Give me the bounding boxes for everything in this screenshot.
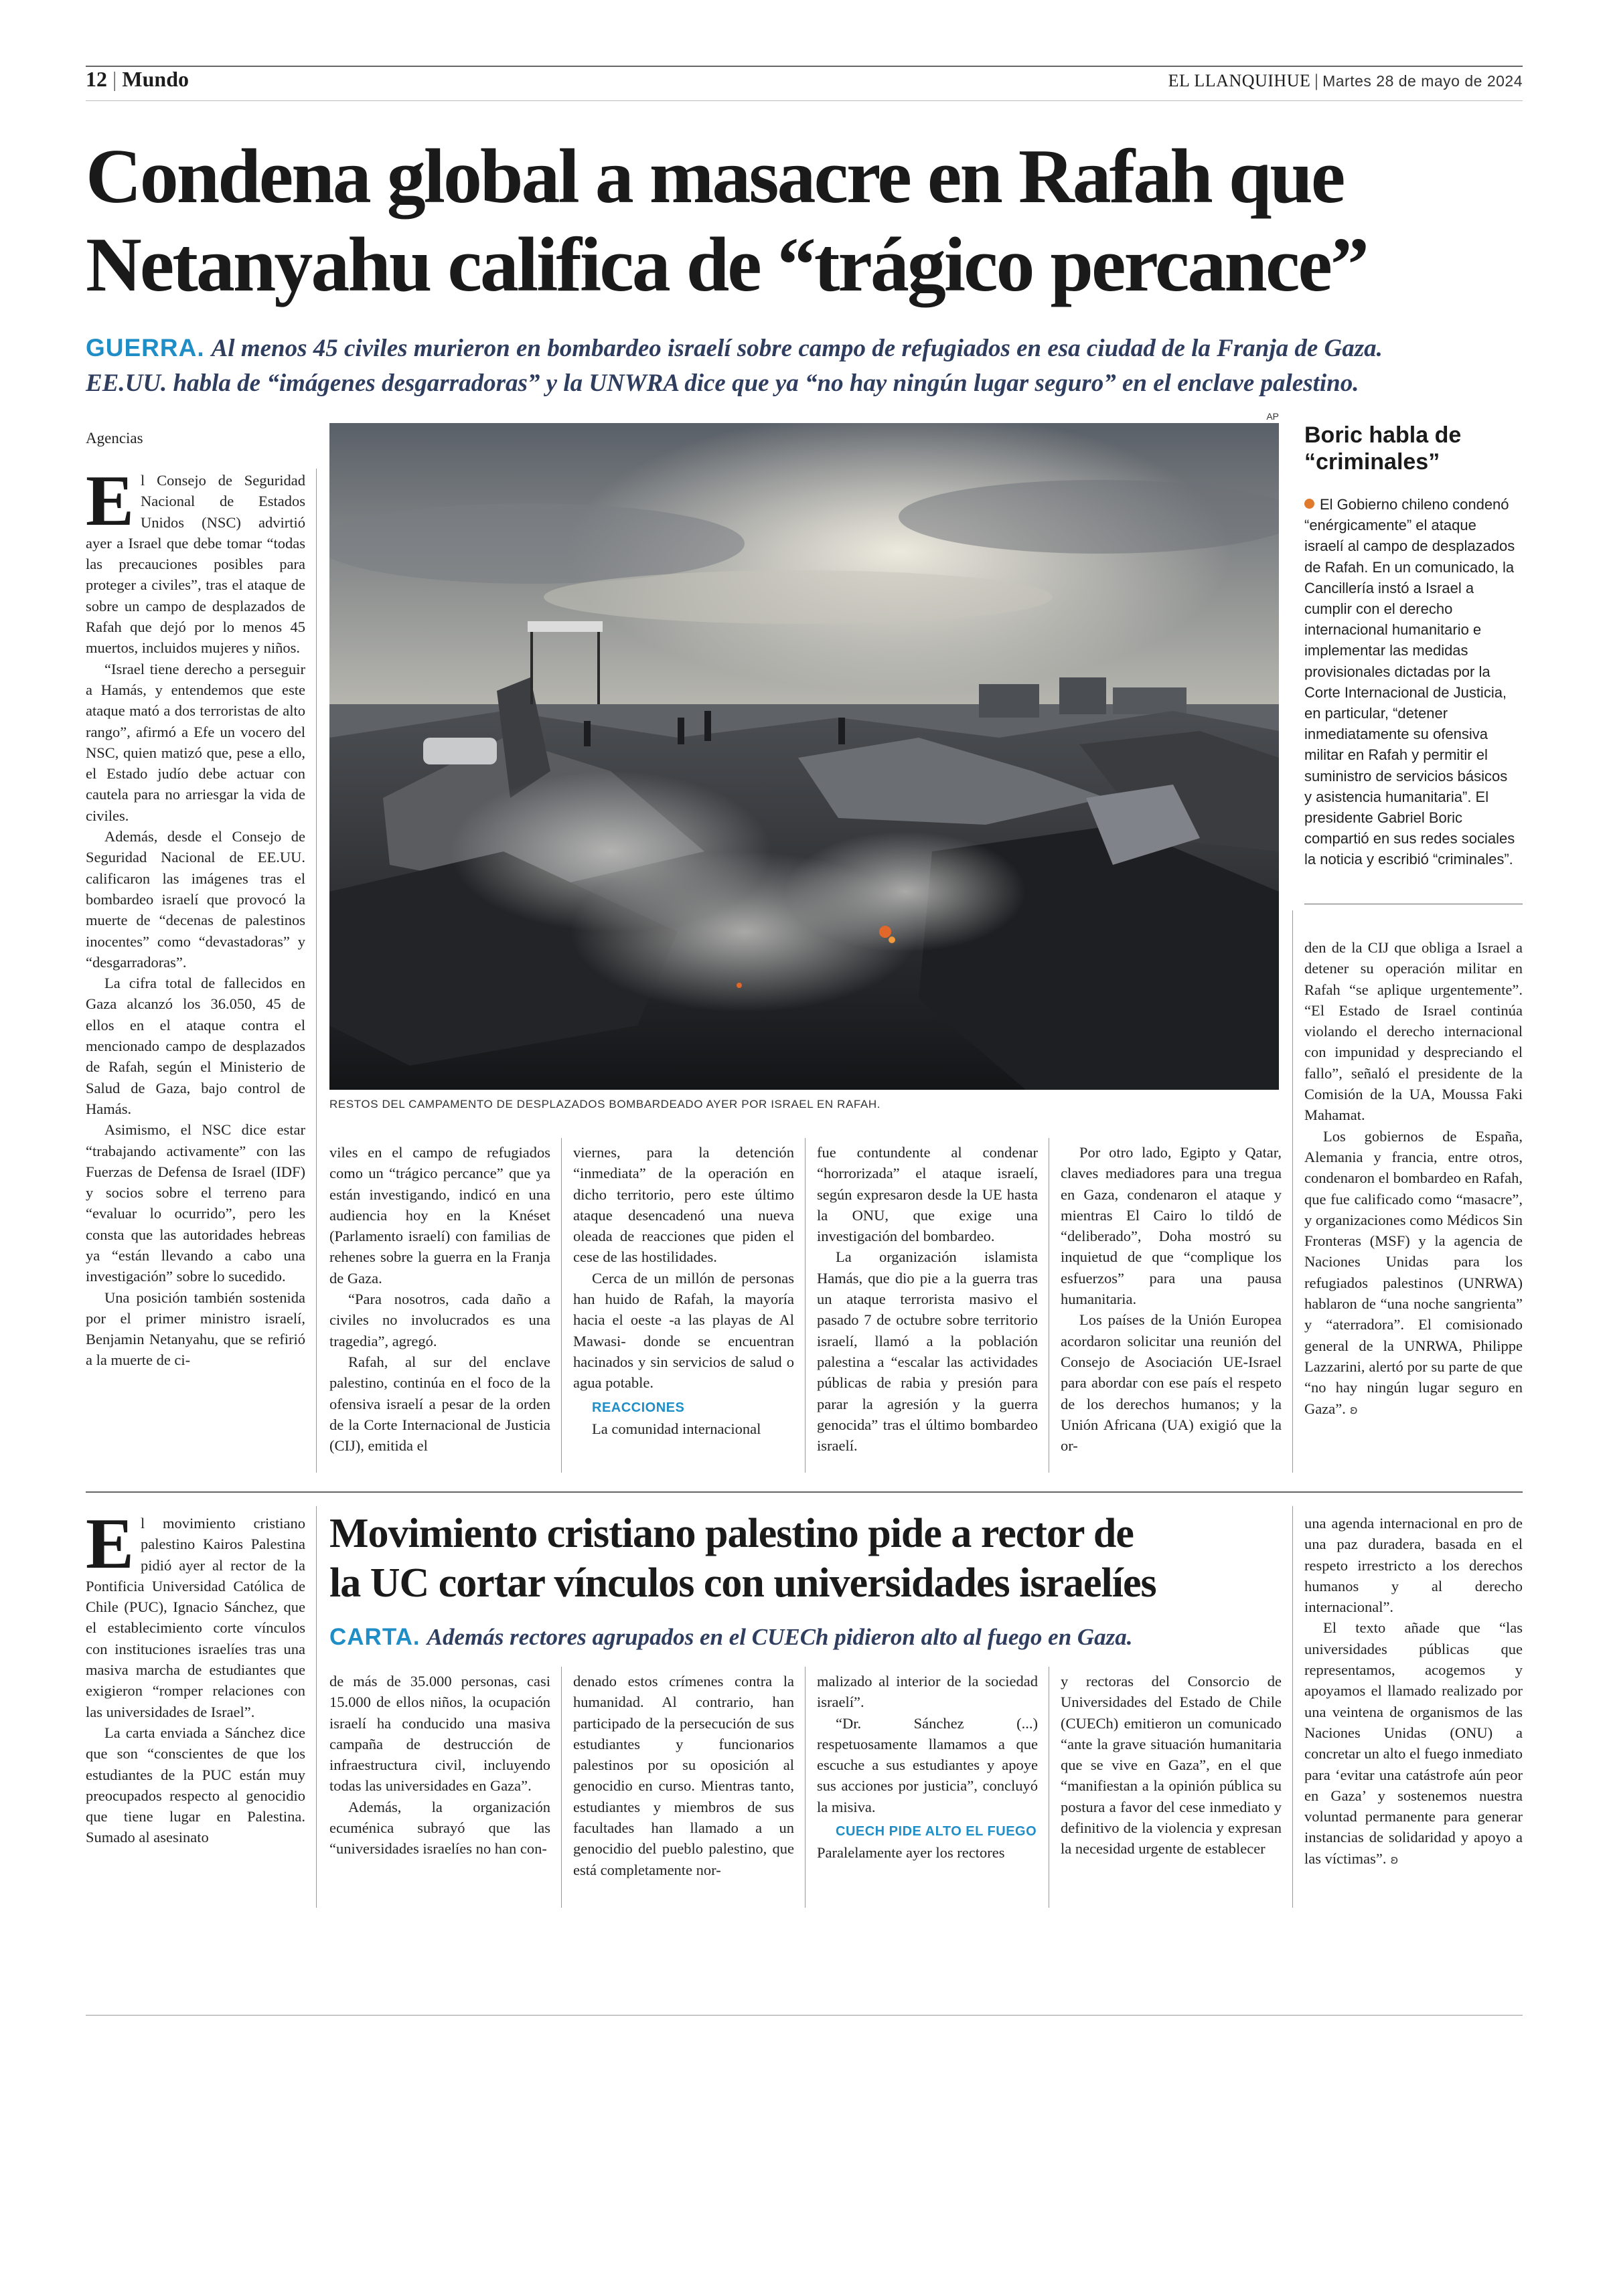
col2-paragraph: Rafah, al sur del enclave palestino, continúa en el foco de la ofensiva israelí a pesar de la orden de la Corte Internacional de Justicia (CIJ), emitida el [329,1353,550,1455]
second-headline-line1: Movimiento cristiano palestino pide a rector de [329,1511,1134,1556]
story-separator-rule [86,1491,1523,1493]
end-mark-icon: ʚ [1349,1402,1358,1417]
second-col-2 [329,1671,550,1860]
column-divider [805,1667,806,1908]
second-col3-paragraph: denado estos crímenes contra la humanidad. Al contrario, han participado de la persecución de sus estudiantes y funcionarios palestinos por su oposición al genocidio en curso. Mientras tanto, estudiantes y miembros de sus facultades han llamado a un genocidio del pueblo palestino, que está completamente nor- [573,1673,794,1878]
subhead-cuech: CUECH PIDE ALTO EL FUEGO [836,1824,1037,1839]
second-headline [329,1509,1287,1608]
second-col-3 [573,1671,794,1880]
second-col-6 [1304,1513,1523,1870]
second-col-1 [86,1504,305,1848]
column-divider [316,1506,317,1908]
column-divider [561,1138,562,1473]
second-col2-paragraph: de más de 35.000 personas, casi 15.000 de ellos niños, la ocupación israelí ha conducido una masiva campaña de destrucción de infraestructura civil, incluyendo todas las universidades en Gaza”. [329,1673,550,1795]
photo-caption: RESTOS DEL CAMPAMENTO DE DESPLAZADOS BOMBARDEADO AYER POR ISRAEL EN RAFAH. [329,1098,881,1111]
second-col5-paragraph: y rectoras del Consorcio de Universidades del Estado de Chile (CUECh) emitieron un comunicado “ante la grave situación humanitaria que se vive en Gaza”, en el que “manifiestan a la opinión pública su postura a favor del cese inmediato y definitivo de la violencia y expresan la necesidad urgente de establecer [1061,1673,1282,1858]
header-bottom-rule [86,100,1523,101]
main-col-2 [329,1142,550,1456]
page-number: 12 [86,67,107,91]
second-headline-line2: la UC cortar vínculos con universidades israelíes [329,1560,1156,1606]
col2-paragraph: “Para nosotros, cada daño a civiles no involucrados es una tragedia”, agregó. [329,1291,550,1349]
main-headline-line2: Netanyahu califica de “trágico percance” [86,222,1367,308]
issue-date: Martes 28 de mayo de 2024 [1322,72,1523,90]
second-col6-paragraph: El texto añade que “las universidades públicas que representamos, acogemos y apoyamos el llamado realizado por una veintena de organismos de las Naciones Unidas (ONU) a concretar un alto el fuego inmediato para ‘evitar una catástrofe aún peor en Gaza’ y sostenemos nuestra voluntad permanente para generar instancias de solidaridad y apoyo a las víctimas”. ʚ [1304,1619,1523,1867]
newspaper-name: EL LLANQUIHUE [1168,71,1311,90]
second-col4-paragraph: Paralelamente ayer los rectores [817,1844,1005,1862]
subhead-reacciones: REACCIONES [592,1400,685,1415]
main-col-3 [573,1142,794,1439]
main-headline-line1: Condena global a masacre en Rafah que [86,134,1344,220]
main-col-6 [1304,937,1523,1420]
second-col1-paragraph: La carta enviada a Sánchez dice que son “conscientes de que los estudiantes de la PUC están muy preocupados respecto al genocidio que tiene lugar en Palestina. Sumado al asesinato [86,1724,305,1846]
section-name: Mundo [122,67,189,91]
second-deck [329,1623,1287,1652]
col2-paragraph: viles en el campo de refugiados como un “trágico percance” que ya están investigando, indicó en una audiencia hoy en la Knéset (Parlamento israelí) con familias de rehenes sobre la guerra en la Franja de Gaza. [329,1144,550,1287]
page-folio: 12 | Mundo [86,67,189,91]
second-col4-paragraph: malizado al interior de la sociedad israelí”. [817,1673,1038,1711]
main-deck-line2: EE.UU. habla de “imágenes desgarradoras” y la UNWRA dice que ya “no hay ningún lugar seguro” en el enclave palestino. [86,370,1359,397]
main-col-5 [1061,1142,1282,1456]
end-mark-icon: ʚ [1390,1852,1399,1867]
col1-paragraph: Además, desde el Consejo de Seguridad Nacional de EE.UU. calificaron las imágenes tras el bombardeo israelí que provocó la muerte de “decenas de palestinos inocentes” como “devastadoras” y “desgarradoras”. [86,828,305,971]
col1-paragraph: La cifra total de fallecidos en Gaza alcanzó los 36.050, 45 de ellos en el ataque contra el mencionado campo de desplazados de Rafah, según el Ministerio de Salud de Gaza, bajo control de Hamás. [86,975,305,1117]
masthead: EL LLANQUIHUE | Martes 28 de mayo de 2024 [1168,71,1523,90]
dropcap: E [86,1504,135,1584]
header-top-rule [86,66,1523,67]
second-deck-text: Además rectores agrupados en el CUECh pidieron alto al fuego en Gaza. [427,1624,1133,1650]
col4-paragraph: fue contundente al condenar “horrorizada” el ataque israelí, según expresaron desde la UE hasta la ONU, que exige una investigación del bombardeo. [817,1144,1038,1245]
main-col-1 [86,461,305,1474]
second-col-5 [1061,1671,1282,1860]
sidebar-title-line2: “criminales” [1304,449,1440,475]
column-divider [1292,1506,1293,1908]
orange-bullet-icon [1304,499,1314,509]
second-col-4 [817,1671,1038,1864]
col3-paragraph: La comunidad internacional [592,1420,761,1437]
col6-paragraph: den de la CIJ que obliga a Israel a detener su operación militar en Rafah “se aplique urgentemente”. “El Estado de Israel continúa violando el derecho internacional con impunidad y despreciando el fallo”, señaló el presidente de la Comisión de la UA, Moussa Faki Mahamat. [1304,939,1523,1124]
main-kicker: GUERRA. [86,334,205,361]
sidebar-text: El Gobierno chileno condenó “enérgicamente” el ataque israelí al campo de desplazados de Rafah. En un comunicado, la Cancillería instó a Israel a cumplir con el derecho internacional humanitario e implementar las medidas provisionales dictadas por la Corte Internacional de Justicia, en particular, “detener inmediatamente su ofensiva militar en Rafah y permitir el suministro de servicios básicos y asistencia humanitaria”. El presidente Gabriel Boric compartió en sus redes sociales la noticia y escribió “criminales”. [1304,496,1515,868]
dropcap: E [86,461,135,541]
col1-paragraph: “Israel tiene derecho a perseguir a Hamás, y entendemos que este ataque mató a dos terroristas de alto rango”, afirmó a Efe un vocero del NSC, quien matizó que, pese a ello, el Estado judío debe actuar con cautela para no arriesgar la vida de civiles. [86,660,305,824]
main-deck-line1: Al menos 45 civiles murieron en bombardeo israelí sobre campo de refugiados en esa ciudad de la Franja de Gaza. [211,335,1383,362]
column-divider [805,1138,806,1473]
page-bottom-rule [86,2015,1523,2016]
second-col6-paragraph: una agenda internacional en pro de una paz duradera, basada en el respeto irrestricto a los derechos humanos y al derecho internacional”. [1304,1515,1523,1616]
column-divider [316,469,317,1473]
main-deck [86,331,1532,401]
second-col1-paragraph: l movimiento cristiano palestino Kairos Palestina pidió ayer al rector de la Pontificia Universidad Católica de Chile (PUC), Ignacio Sánchez, que el establecimiento corte vínculos con instituciones israelíes tras una masiva marcha de estudiantes que exigieron “romper relaciones con las universidades de Israel”. [86,1515,305,1720]
byline: Agencias [86,430,143,446]
news-photo [329,423,1279,1090]
sidebar-title [1304,422,1519,475]
column-divider [1292,910,1293,1473]
col6-paragraph: Los gobiernos de España, Alemania y francia, entre otros, condenaron el bombardeo en Rafah, que fue calificado como “masacre”, y organizaciones como Médicos Sin Fronteras (MSF) y la agencia de Naciones Unidas para los refugiados palestinos (UNRWA) hablaron de “una noche sangrienta” y “aterradora”. El comisionado general de la UNRWA, Philippe Lazzarini, alertó por su parte de que “no hay ningún lugar seguro en Gaza”. ʚ [1304,1127,1523,1417]
sidebar-title-line1: Boric habla de [1304,422,1462,448]
col5-paragraph: Los países de la Unión Europea acordaron solicitar una reunión del Consejo de Asociación UE-Israel para abordar con ese país el respeto de los derechos humanos; y la Unión Africana (UA) exigió que la or- [1061,1311,1282,1455]
main-headline [86,133,1532,309]
col3-paragraph: Cerca de un millón de personas han huido de Rafah, la mayoría hacia el oeste -a las playas de Al Mawasi- donde se encuentran hacinados y sin servicios de salud o agua potable. [573,1269,794,1392]
col1-paragraph: Una posición también sostenida por el primer ministro israelí, Benjamin Netanyahu, que se refirió a la muerte de ci- [86,1289,305,1369]
column-divider [561,1667,562,1908]
col5-paragraph: Por otro lado, Egipto y Qatar, claves mediadores para una tregua en Gaza, condenaron el ataque y mientras El Cairo lo tildó de “deliberado”, Doha mostró su inquietud de que “complique los esfuerzos” para una pausa humanitaria. [1061,1144,1282,1308]
rafah-camp-photo [329,423,1279,1090]
col4-paragraph: La organización islamista Hamás, que dio pie a la guerra tras un ataque terrorista masivo el pasado 7 de octubre sobre territorio israelí, llamó a la población palestina a “escalar las actividades públicas de rabia y presión para parar la agresión y la guerra genocida” tras el último bombardeo israelí. [817,1248,1038,1455]
col3-paragraph: viernes, para la detención “inmediata” de la operación en dicho territorio, pero este último ataque desencadenó una nueva oleada de reacciones que piden el cese de las hostilidades. [573,1144,794,1266]
col1-paragraph: l Consejo de Seguridad Nacional de Estados Unidos (NSC) advirtió ayer a Israel que debe tomar “todas las precauciones posibles para proteger a civiles”, tras el ataque de sobre un campo de desplazados de Rafah que dejó por lo menos 45 muertos, incluidos mujeres y niños. [86,472,305,657]
sidebar-body [1304,494,1516,870]
photo-credit: AP [1266,411,1279,422]
second-col2-paragraph: Además, la organización ecuménica subrayó que las “universidades israelíes no han con- [329,1798,550,1858]
col1-paragraph: Asimismo, el NSC dice estar “trabajando activamente” con las Fuerzas de Defensa de Israel (IDF) y socios sobre el terreno para “evaluar lo ocurrido”, pero les consta que las autoridades hebreas ya “están llevando a cabo una investigación” sobre lo sucedido. [86,1121,305,1285]
second-kicker: CARTA. [329,1624,420,1650]
main-col-4 [817,1142,1038,1456]
second-col4-paragraph: “Dr. Sánchez (...) respetuosamente llamamos a que escuche a sus estudiantes y apoye sus acciones por justicia”, concluyó la misiva. [817,1714,1038,1815]
